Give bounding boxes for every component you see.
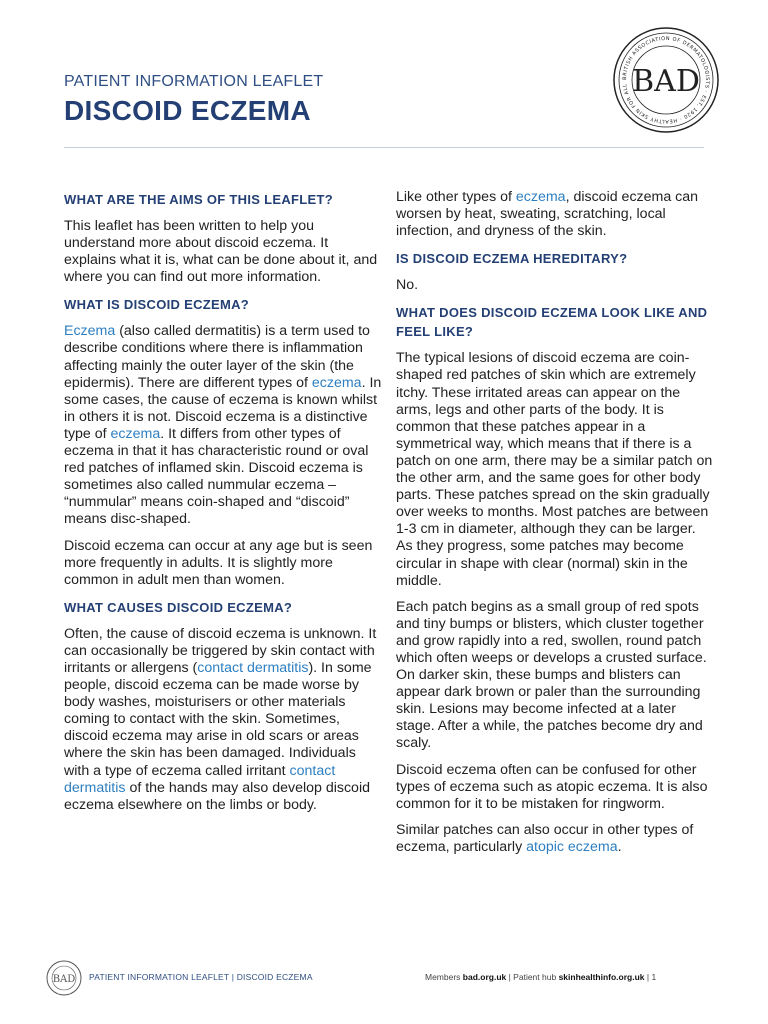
link-contact-dermatitis[interactable]: contact dermatitis	[64, 762, 336, 796]
header-subtitle: PATIENT INFORMATION LEAFLET	[64, 73, 324, 90]
link-eczema[interactable]: eczema	[110, 425, 161, 442]
link-eczema[interactable]: eczema	[515, 189, 566, 205]
paragraph-confused: Discoid eczema often can be confused for other types of eczema such as atopic eczema. It is also common for it to be mistaken for ringworm.	[396, 761, 708, 812]
footer-title: PATIENT INFORMATION LEAFLET | DISCOID ECZEMA	[89, 972, 313, 982]
page-number: | 1	[644, 972, 657, 982]
heading-look-like: WHAT DOES DISCOID ECZEMA LOOK LIKE AND FEEL LIKE?	[396, 305, 708, 340]
left-column	[64, 190, 382, 823]
link-eczema[interactable]: eczema	[311, 374, 362, 391]
heading-hereditary: IS DISCOID ECZEMA HEREDITARY?	[396, 251, 628, 267]
link-skinhealthinfo[interactable]: skinhealthinfo.org.uk	[558, 972, 645, 982]
heading-causes: WHAT CAUSES DISCOID ECZEMA?	[64, 599, 293, 615]
right-column	[396, 189, 714, 865]
paragraph-patch: Each patch begins as a small group of red spots and tiny bumps or blisters, which cluster together and grow rapidly into a red, swollen, round patch which often weeps or develops a crusted surface. On darker skin, these bumps and blisters can appear dark brown or paler than the surrounding skin. Lesions may become infected at a later stage. After a while, the patches become dry and scaly.	[396, 598, 707, 752]
svg-text:BAD: BAD	[52, 974, 76, 985]
footer-bad-logo	[46, 960, 82, 996]
header-divider	[64, 147, 704, 148]
paragraph-causes: Often, the cause of discoid eczema is unknown. It can occasionally be triggered by skin contact with irritants or allergens (contact dermatitis). In some people, discoid eczema can be made worse by body washes, moisturisers or other materials coming to contact with the skin. Sometimes, discoid eczema may arise in old scars or areas where the skin has been damaged. Individuals with a type of eczema called irritant contact dermatitis of the hands may also develop discoid eczema elsewhere on the limbs or body.	[64, 625, 377, 813]
paragraph-hereditary: No.	[396, 277, 419, 294]
link-atopic-eczema[interactable]: atopic eczema	[526, 838, 618, 855]
bad-logo	[613, 27, 719, 133]
svg-text:BRITISH ASSOCIATION OF DERMATO: BRITISH ASSOCIATION OF DERMATOLOGISTS · EST. 1920 · HEALTHY SKIN FOR ALL	[621, 35, 711, 125]
link-eczema[interactable]: Eczema	[64, 323, 116, 340]
paragraph-similar: Similar patches can also occur in other types of eczema, particularly atopic eczema.	[396, 821, 694, 855]
footer-links: Members bad.org.uk | Patient hub skinhealthinfo.org.uk | 1	[425, 972, 657, 982]
paragraph-worsen: Like other types of eczema, discoid eczema can worsen by heat, sweating, scratching, local infection, and dryness of the skin.	[396, 189, 699, 240]
link-contact-dermatitis[interactable]: contact dermatitis	[197, 659, 309, 676]
paragraph-aims: This leaflet has been written to help you understand more about discoid eczema. It explains what it is, what can be done about it, and where you can find out more information.	[64, 218, 378, 286]
link-bad-org[interactable]: bad.org.uk	[462, 972, 507, 982]
paragraph-lesions: The typical lesions of discoid eczema are coin-shaped red patches of skin which are extremely itchy. These irritated areas can appear on the arms, legs and other parts of the body. It is common that these patches appear in a symmetrical way, which means that if there is a patch on one arm, there may be a similar patch on the other arm, and the same goes for other body parts. These patches spread on the skin gradually over weeks to months. Most patches are between 1-3 cm in diameter, although they can be larger. As they progress, some patches may become circular in shape with clear (normal) skin in the middle.	[396, 350, 713, 589]
page-title: DISCOID ECZEMA	[64, 95, 311, 126]
paragraph-what-is: Eczema (also called dermatitis) is a term used to describe conditions where there is inflammation affecting mainly the outer layer of the skin (the epidermis). There are different types of eczema. In some cases, the cause of eczema is known whilst in others it is not. Discoid eczema is a distinctive type of eczema. It differs from other types of eczema in that it has characteristic round or oval red patches of inflamed skin. Discoid eczema is sometimes also called nummular eczema – “nummular” means coin-shaped and “discoid” means disc-shaped.	[64, 323, 382, 528]
svg-text:BAD: BAD	[632, 64, 700, 99]
paragraph-age: Discoid eczema can occur at any age but is seen more frequently in adults. It is slightly more common in adult men than women.	[64, 537, 373, 588]
heading-what-is: WHAT IS DISCOID ECZEMA?	[64, 297, 250, 313]
heading-aims: WHAT ARE THE AIMS OF THIS LEAFLET?	[64, 192, 333, 207]
